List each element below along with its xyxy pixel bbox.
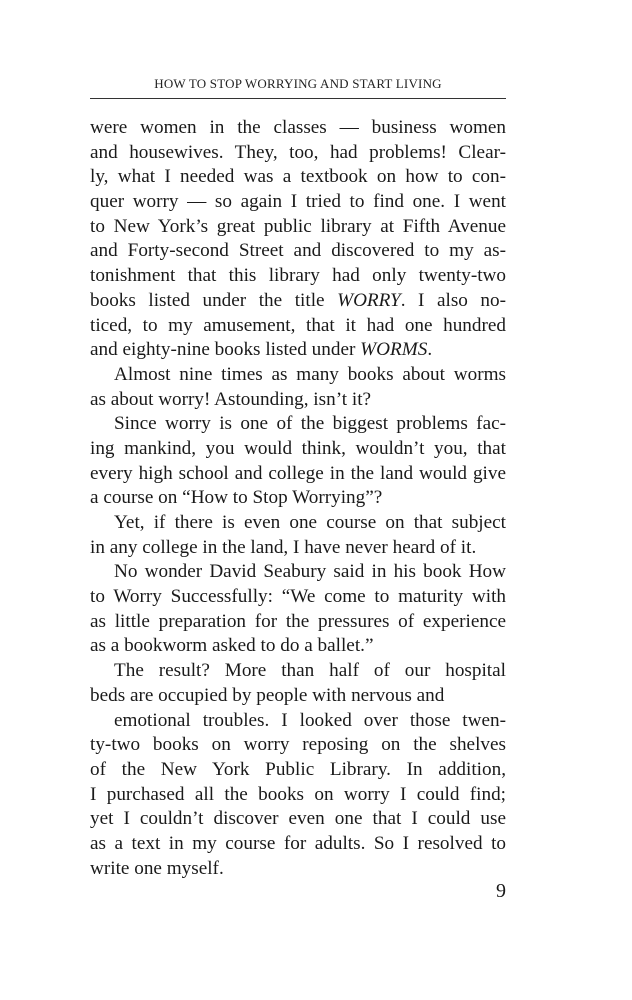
text-line: were women in the classes — business women (90, 117, 506, 138)
text-line: Yet, if there is even one course on that subject (114, 512, 506, 533)
text-line: to Worry Successfully: “We come to maturity with (90, 586, 506, 608)
body-text (90, 116, 506, 881)
text-line: as little preparation for the pressures of experience (90, 610, 506, 632)
text-line: and housewives. They, too, had problems! Clear- (90, 141, 506, 163)
text-line: and eighty-nine books listed under WORMS. (90, 339, 433, 361)
header-rule (90, 98, 506, 99)
text-line: beds are occupied by people with nervous and (90, 684, 445, 706)
text-line: books listed under the title WORRY. I also no- (90, 289, 506, 311)
text-line: Since worry is one of the biggest problems fac- (114, 413, 506, 435)
text-line: The result? More than half of our hospital (114, 660, 506, 682)
text-line: No wonder David Seabury said in his book How (114, 561, 506, 583)
text-line: emotional troubles. I looked over those twen- (114, 709, 506, 731)
text-line: every high school and college in the land would give (90, 462, 506, 484)
text-line: of the New York Public Library. In addition, (90, 758, 506, 780)
running-head: HOW TO STOP WORRYING AND START LIVING (154, 76, 442, 91)
text-line: as a bookworm asked to do a ballet.” (90, 635, 374, 657)
text-line: ty-two books on worry reposing on the shelves (90, 734, 506, 756)
text-line: and Forty-second Street and discovered to my as- (90, 240, 506, 262)
text-line: ly, what I needed was a textbook on how to con- (90, 166, 506, 188)
text-line: a course on “How to Stop Worrying”? (90, 487, 383, 509)
text-line: to New York’s great public library at Fifth Avenue (90, 215, 506, 237)
text-line: Almost nine times as many books about worms (114, 363, 506, 385)
text-line: as a text in my course for adults. So I resolved to (90, 832, 506, 854)
text-line: yet I couldn’t discover even one that I could use (90, 808, 506, 830)
text-line: in any college in the land, I have never heard of it. (90, 536, 477, 558)
page-number: 9 (496, 880, 506, 902)
text-line: ing mankind, you would think, wouldn’t you, that (90, 437, 506, 459)
text-line: I purchased all the books on worry I could find; (90, 783, 506, 805)
text-line: as about worry! Astounding, isn’t it? (90, 388, 372, 410)
text-line: write one myself. (90, 857, 224, 879)
text-line: ticed, to my amusement, that it had one hundred (90, 314, 506, 336)
text-line: quer worry — so again I tried to find one. I went (90, 191, 506, 213)
text-line: tonishment that this library had only twenty-two (90, 265, 506, 287)
